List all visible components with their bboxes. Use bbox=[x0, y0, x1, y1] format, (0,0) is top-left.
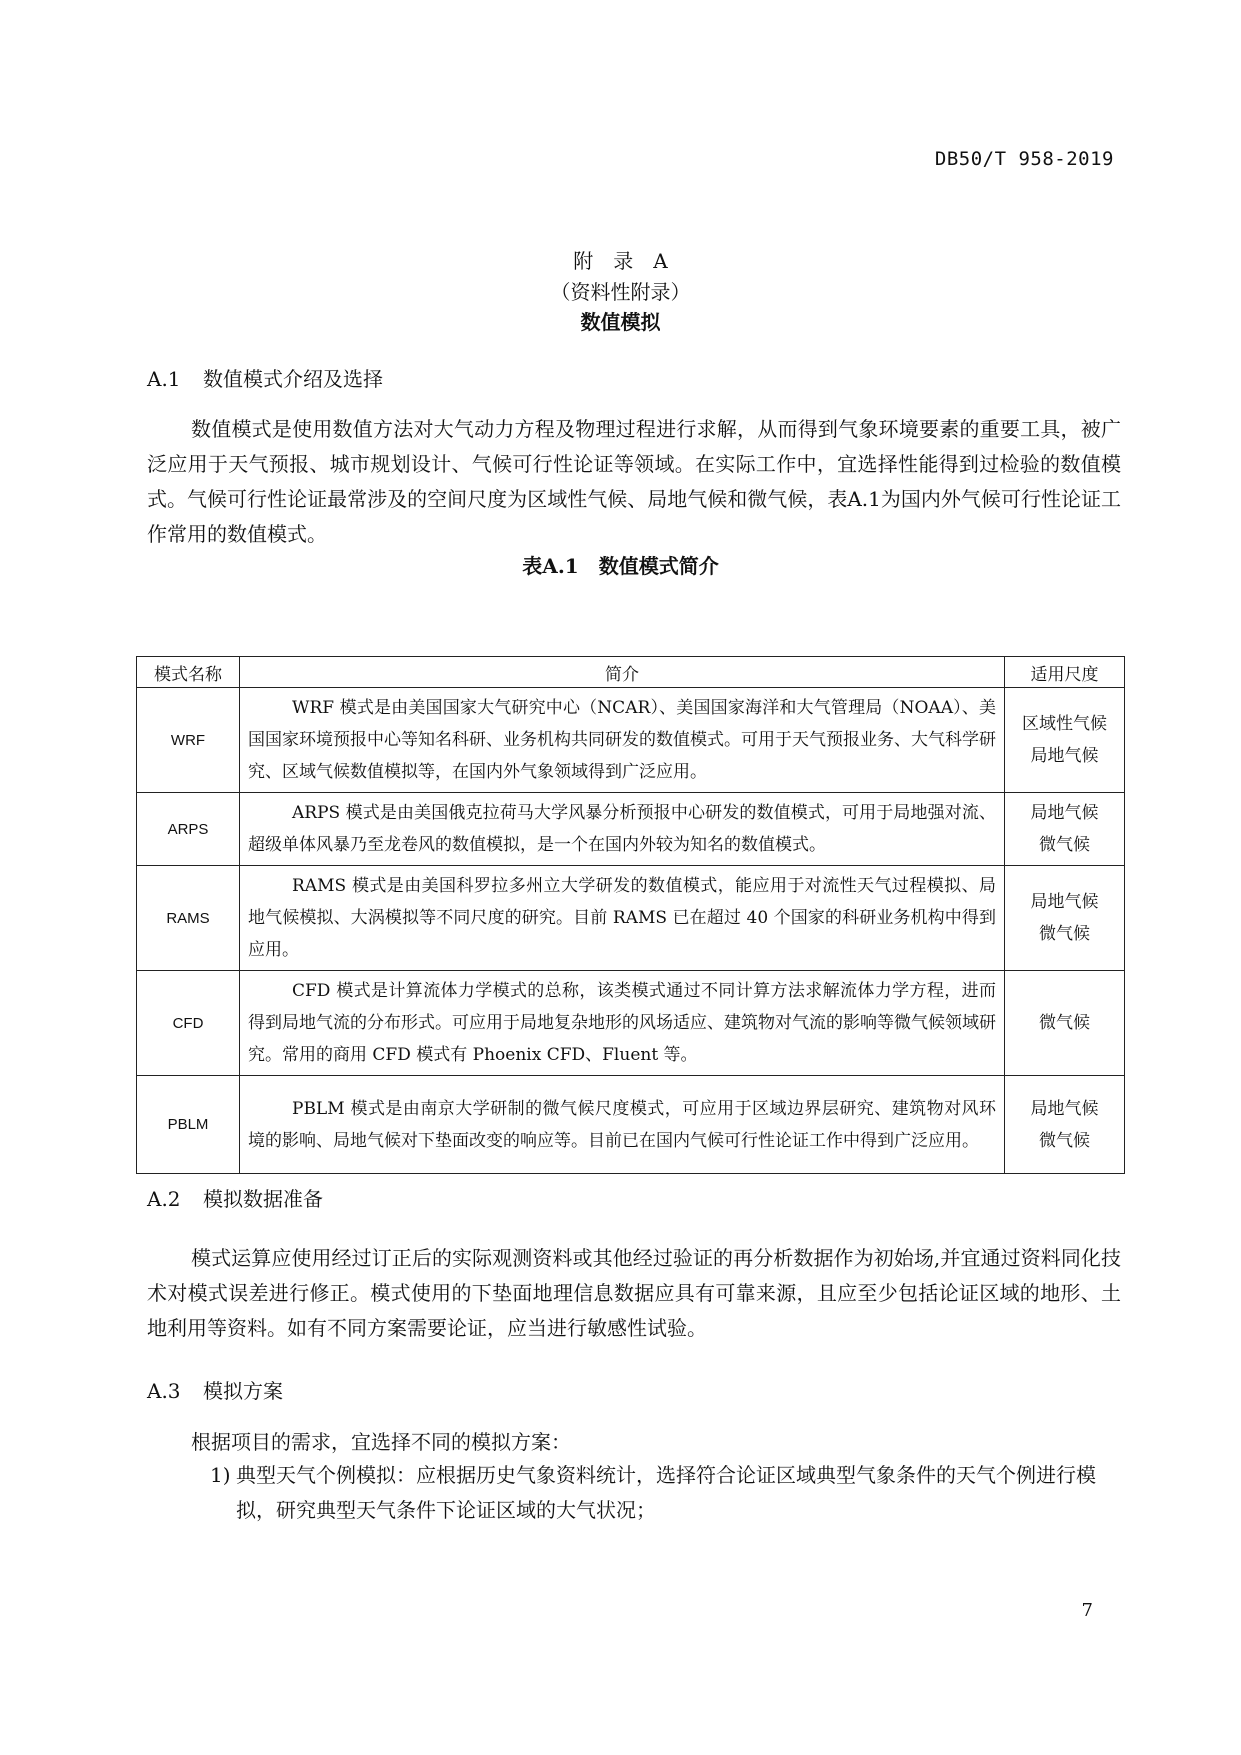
appendix-title: 附 录 A bbox=[573, 249, 668, 273]
section-number: A.3 bbox=[147, 1379, 181, 1403]
model-name: RAMS bbox=[137, 866, 240, 971]
list-item bbox=[210, 1458, 1116, 1528]
model-desc: WRF 模式是由美国国家大气研究中心（NCAR）、美国国家海洋和大气管理局（NOAA）、美国国家环境预报中心等知名科研、业务机构共同研发的数值模式。可用于天气预报业务、大气科学研究、区域气候数值模拟等，在国内外气象领域得到广泛应用。 bbox=[240, 688, 1005, 793]
list-marker: 1) bbox=[210, 1463, 231, 1487]
section-a1-heading bbox=[147, 363, 383, 392]
appendix-subtitle: （资料性附录） bbox=[550, 280, 691, 304]
model-desc: PBLM 模式是由南京大学研制的微气候尺度模式，可应用于区域边界层研究、建筑物对风环境的影响、局地气候对下垫面改变的响应等。目前已在国内气候可行性论证工作中得到广泛应用。 bbox=[240, 1076, 1005, 1174]
model-scale bbox=[1005, 1076, 1125, 1174]
table-row bbox=[137, 1076, 1125, 1174]
section-number: A.2 bbox=[147, 1187, 181, 1211]
table-row bbox=[137, 971, 1125, 1076]
scale-line: 微气候 bbox=[1039, 835, 1090, 855]
section-a3-heading bbox=[147, 1375, 283, 1404]
model-scale bbox=[1005, 688, 1125, 793]
table-row bbox=[137, 688, 1125, 793]
scale-line: 区域性气候 bbox=[1022, 714, 1107, 734]
scale-line: 局地气候 bbox=[1030, 803, 1099, 823]
table-row bbox=[137, 866, 1125, 971]
appendix-name: 数值模拟 bbox=[580, 310, 661, 334]
scale-line: 局地气候 bbox=[1030, 1098, 1099, 1119]
section-title: 数值模式介绍及选择 bbox=[203, 367, 383, 391]
section-number: A.1 bbox=[147, 367, 181, 391]
model-name: PBLM bbox=[137, 1076, 240, 1174]
table-header-row bbox=[137, 657, 1125, 688]
section-a3-paragraph: 根据项目的需求，宜选择不同的模拟方案： bbox=[191, 1430, 571, 1454]
scale-line: 微气候 bbox=[1039, 924, 1090, 944]
model-desc: CFD 模式是计算流体力学模式的总称，该类模式通过不同计算方法求解流体力学方程，进而得到局地气流的分布形式。可应用于局地复杂地形的风场适应、建筑物对气流的影响等微气候领域研究。常用的商用 CFD 模式有 Phoenix CFD、Fluent 等。 bbox=[240, 971, 1005, 1076]
section-title: 模拟数据准备 bbox=[203, 1187, 323, 1211]
section-title: 模拟方案 bbox=[203, 1379, 283, 1403]
model-scale bbox=[1005, 793, 1125, 866]
document-code: DB50/T 958-2019 bbox=[934, 148, 1114, 170]
header-desc: 简介 bbox=[240, 657, 1005, 688]
model-scale bbox=[1005, 971, 1125, 1076]
models-table bbox=[136, 656, 1125, 1174]
model-scale bbox=[1005, 866, 1125, 971]
model-name: WRF bbox=[137, 688, 240, 793]
model-desc: ARPS 模式是由美国俄克拉荷马大学风暴分析预报中心研发的数值模式，可用于局地强对流、超级单体风暴乃至龙卷风的数值模拟，是一个在国内外较为知名的数值模式。 bbox=[240, 793, 1005, 866]
model-desc: RAMS 模式是由美国科罗拉多州立大学研发的数值模式，能应用于对流性天气过程模拟、局地气候模拟、大涡模拟等不同尺度的研究。目前 RAMS 已在超过 40 个国家的科研业务机构中得到应用。 bbox=[240, 866, 1005, 971]
model-name: ARPS bbox=[137, 793, 240, 866]
header-name: 模式名称 bbox=[137, 657, 240, 688]
section-a2-heading bbox=[147, 1183, 323, 1212]
page-number: 7 bbox=[1081, 1600, 1093, 1621]
scale-line: 微气候 bbox=[1039, 1130, 1090, 1151]
list-item-text: 典型天气个例模拟：应根据历史气象资料统计，选择符合论证区域典型气象条件的天气个例进行模拟，研究典型天气条件下论证区域的大气状况； bbox=[236, 1463, 1096, 1522]
scale-line: 微气候 bbox=[1039, 1013, 1090, 1033]
table-caption: 表A.1 数值模式简介 bbox=[522, 554, 719, 578]
model-name: CFD bbox=[137, 971, 240, 1076]
header-scale: 适用尺度 bbox=[1005, 657, 1125, 688]
scale-line: 局地气候 bbox=[1030, 746, 1099, 766]
table-row bbox=[137, 793, 1125, 866]
section-a1-paragraph: 数值模式是使用数值方法对大气动力方程及物理过程进行求解，从而得到气象环境要素的重要工具，被广泛应用于天气预报、城市规划设计、气候可行性论证等领域。在实际工作中，宜选择性能得到过检验的数值模式。气候可行性论证最常涉及的空间尺度为区域性气候、局地气候和微气候，表A.1为国内外气候可行性论证工作常用的数值模式。 bbox=[147, 417, 1121, 546]
section-a2-paragraph: 模式运算应使用经过订正后的实际观测资料或其他经过验证的再分析数据作为初始场,并宜通过资料同化技术对模式误差进行修正。模式使用的下垫面地理信息数据应具有可靠来源，且应至少包括论证区域的地形、土地利用等资料。如有不同方案需要论证，应当进行敏感性试验。 bbox=[147, 1246, 1121, 1340]
scale-line: 局地气候 bbox=[1030, 892, 1099, 912]
